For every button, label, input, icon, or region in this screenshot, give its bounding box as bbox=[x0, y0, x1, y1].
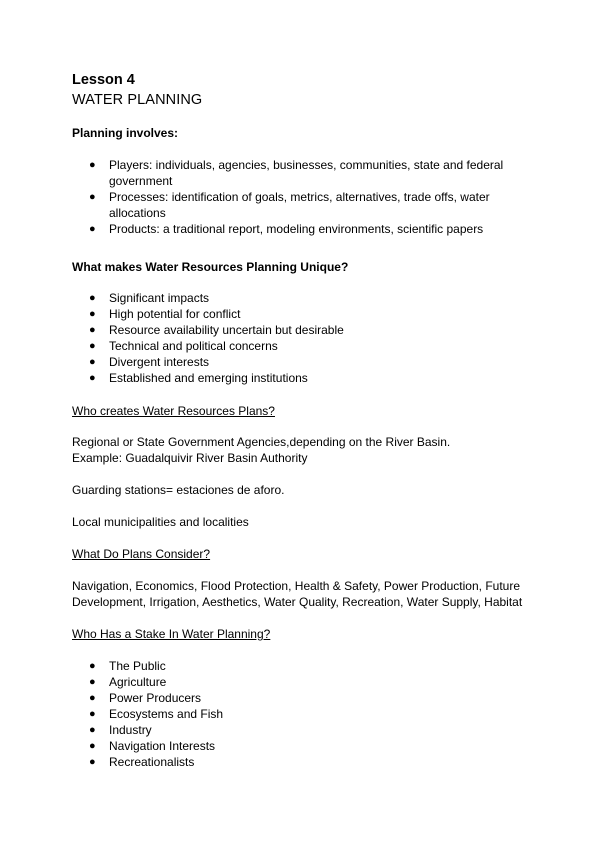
bullet-icon: ● bbox=[89, 340, 96, 352]
creators-heading: Who creates Water Resources Plans? bbox=[72, 404, 275, 418]
bullet-icon: ● bbox=[89, 159, 96, 171]
bullet-icon: ● bbox=[89, 756, 96, 768]
consider-heading: What Do Plans Consider? bbox=[72, 547, 211, 561]
list-item: ● Established and emerging institutions bbox=[89, 371, 308, 385]
bullet-icon: ● bbox=[89, 292, 96, 304]
planning-list bbox=[72, 157, 503, 237]
lesson-subtitle: WATER PLANNING bbox=[72, 92, 203, 108]
planning-heading: Planning involves: bbox=[72, 126, 179, 140]
consider-paragraph bbox=[72, 578, 542, 610]
guarding-paragraph: Guarding stations= estaciones de aforo. bbox=[72, 483, 285, 497]
list-item: ● Navigation Interests bbox=[89, 739, 216, 753]
stake-heading: Who Has a Stake In Water Planning? bbox=[72, 627, 271, 641]
list-item: ● Products: a traditional report, modeling environments, scientific papers bbox=[89, 222, 484, 236]
list-item: ● Significant impacts bbox=[89, 291, 210, 305]
unique-list bbox=[72, 290, 344, 386]
bullet-icon: ● bbox=[89, 191, 96, 203]
unique-heading: What makes Water Resources Planning Unique? bbox=[72, 260, 349, 274]
consider-line: Navigation, Economics, Flood Protection, Health & Safety, Power Production, Future bbox=[72, 579, 520, 593]
bullet-icon: ● bbox=[89, 372, 96, 384]
bullet-icon: ● bbox=[89, 223, 96, 235]
bullet-icon: ● bbox=[89, 740, 96, 752]
list-item: ● High potential for conflict bbox=[89, 307, 241, 321]
list-item: ● Ecosystems and Fish bbox=[89, 707, 224, 721]
creators-line: Regional or State Government Agencies,depending on the River Basin. bbox=[72, 435, 451, 449]
bullet-icon: ● bbox=[89, 356, 96, 368]
list-item: ● Divergent interests bbox=[89, 355, 210, 369]
list-item: ● The Public bbox=[89, 659, 166, 673]
list-item: ● Processes: identification of goals, metrics, alternatives, trade offs, water allocations bbox=[89, 190, 490, 220]
creators-paragraph bbox=[72, 434, 542, 466]
bullet-icon: ● bbox=[89, 708, 96, 720]
bullet-icon: ● bbox=[89, 324, 96, 336]
list-item: ● Resource availability uncertain but desirable bbox=[89, 323, 344, 337]
list-item: ● Agriculture bbox=[89, 675, 167, 689]
bullet-icon: ● bbox=[89, 692, 96, 704]
list-item: ● Industry bbox=[89, 723, 152, 737]
bullet-icon: ● bbox=[89, 676, 96, 688]
creators-example: Example: Guadalquivir River Basin Authority bbox=[72, 451, 308, 465]
bullet-icon: ● bbox=[89, 724, 96, 736]
list-item: ● Technical and political concerns bbox=[89, 339, 278, 353]
lesson-title: Lesson 4 bbox=[72, 72, 135, 88]
list-item: ● Recreationalists bbox=[89, 755, 195, 769]
bullet-icon: ● bbox=[89, 660, 96, 672]
consider-line: Development, Irrigation, Aesthetics, Water Quality, Recreation, Water Supply, Habitat bbox=[72, 595, 523, 609]
stake-list bbox=[72, 658, 223, 770]
list-item: ● Power Producers bbox=[89, 691, 202, 705]
list-item: ● Players: individuals, agencies, businesses, communities, state and federal government bbox=[89, 158, 504, 188]
bullet-icon: ● bbox=[89, 308, 96, 320]
local-paragraph: Local municipalities and localities bbox=[72, 515, 249, 529]
